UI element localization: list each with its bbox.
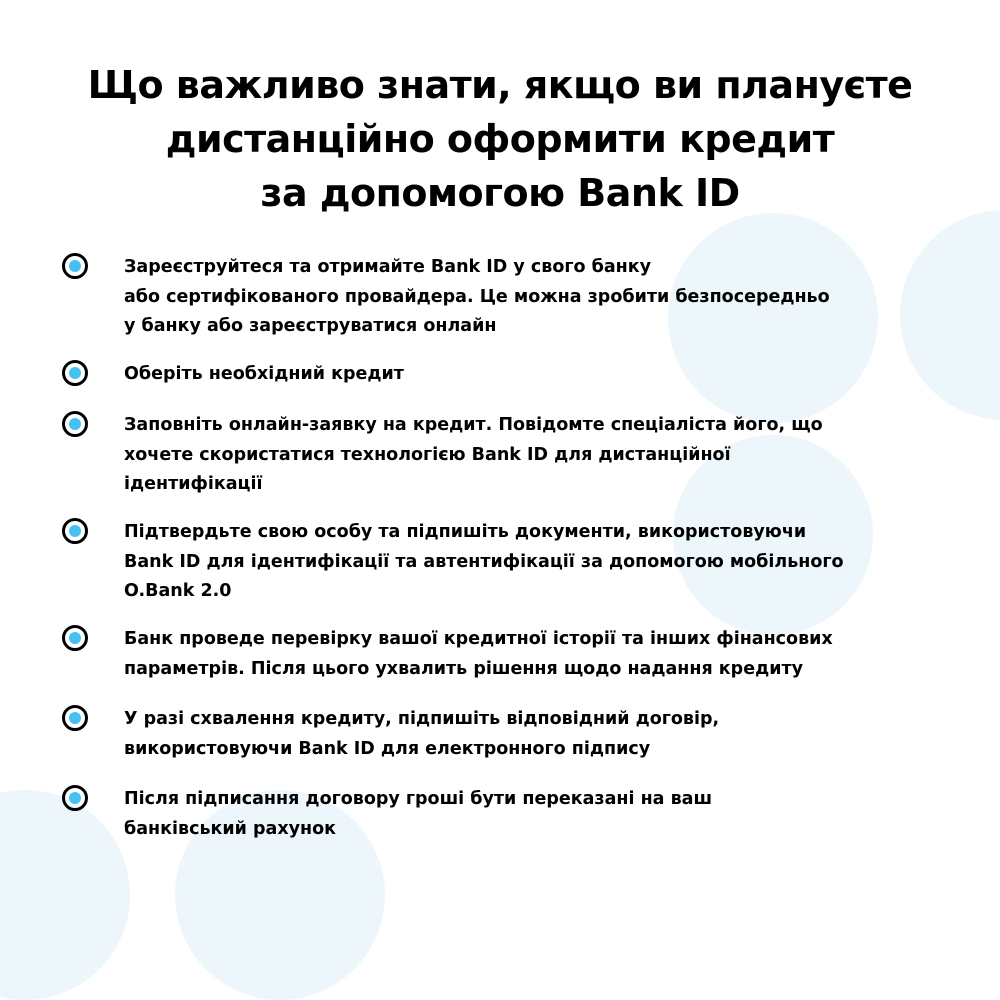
list-item-line: ідентифікації: [124, 474, 263, 494]
list-item-line: У разі схвалення кредиту, підпишіть відповідний договір,: [124, 709, 720, 729]
list-item-text: [124, 411, 924, 500]
list-item-line: параметрів. Після цього ухвалить рішення щодо надання кредиту: [124, 658, 804, 679]
list-item-line: хочете скористатися технологією Bank ID для дистанційної: [124, 444, 731, 465]
bullet-icon: [62, 518, 88, 544]
list-item-line: у банку або зареєструватися онлайн: [124, 316, 497, 336]
list-item-line: Підтвердьте свою особу та підпишіть документи, використовуючи: [124, 522, 807, 542]
list-item-line: Банк проведе перевірку вашої кредитної історії та інших фінансових: [124, 629, 833, 649]
list-item-text: [124, 705, 924, 764]
list-item-text: [124, 625, 924, 684]
list-item-text: [124, 360, 924, 390]
title-line: за допомогою Bank ID: [260, 171, 740, 215]
list-item-line: використовуючи Bank ID для електронного підпису: [124, 738, 651, 759]
list-item-line: або сертифікованого провайдера. Це можна зробити безпосередньо: [124, 286, 830, 307]
page-title: [60, 58, 940, 220]
bullet-icon: [62, 625, 88, 651]
list-item-line: Bank ID для ідентифікації та автентифікації за допомогою мобільного: [124, 551, 844, 572]
list-item-line: O.Bank 2.0: [124, 581, 232, 601]
list-item-text: [124, 785, 924, 844]
bullet-icon: [62, 411, 88, 437]
bullet-icon: [62, 705, 88, 731]
background-circle: [0, 790, 130, 1000]
bullet-icon: [62, 360, 88, 386]
bullet-icon: [62, 785, 88, 811]
title-line: Що важливо знати, якщо ви плануєте: [87, 63, 913, 107]
list-item-line: Зареєструйтеся та отримайте Bank ID у свого банку: [124, 257, 652, 277]
title-line: дистанційно оформити кредит: [165, 117, 835, 161]
list-item-line: Заповніть онлайн-заявку на кредит. Повідомте спеціаліста його, що: [124, 415, 823, 435]
list-item-text: [124, 518, 924, 607]
bullet-icon: [62, 253, 88, 279]
list-item-line: банківський рахунок: [124, 818, 337, 839]
list-item-line: Після підписання договору гроші бути переказані на ваш: [124, 789, 713, 809]
list-item-text: [124, 253, 924, 342]
list-item-line: Оберіть необхідний кредит: [124, 364, 404, 384]
